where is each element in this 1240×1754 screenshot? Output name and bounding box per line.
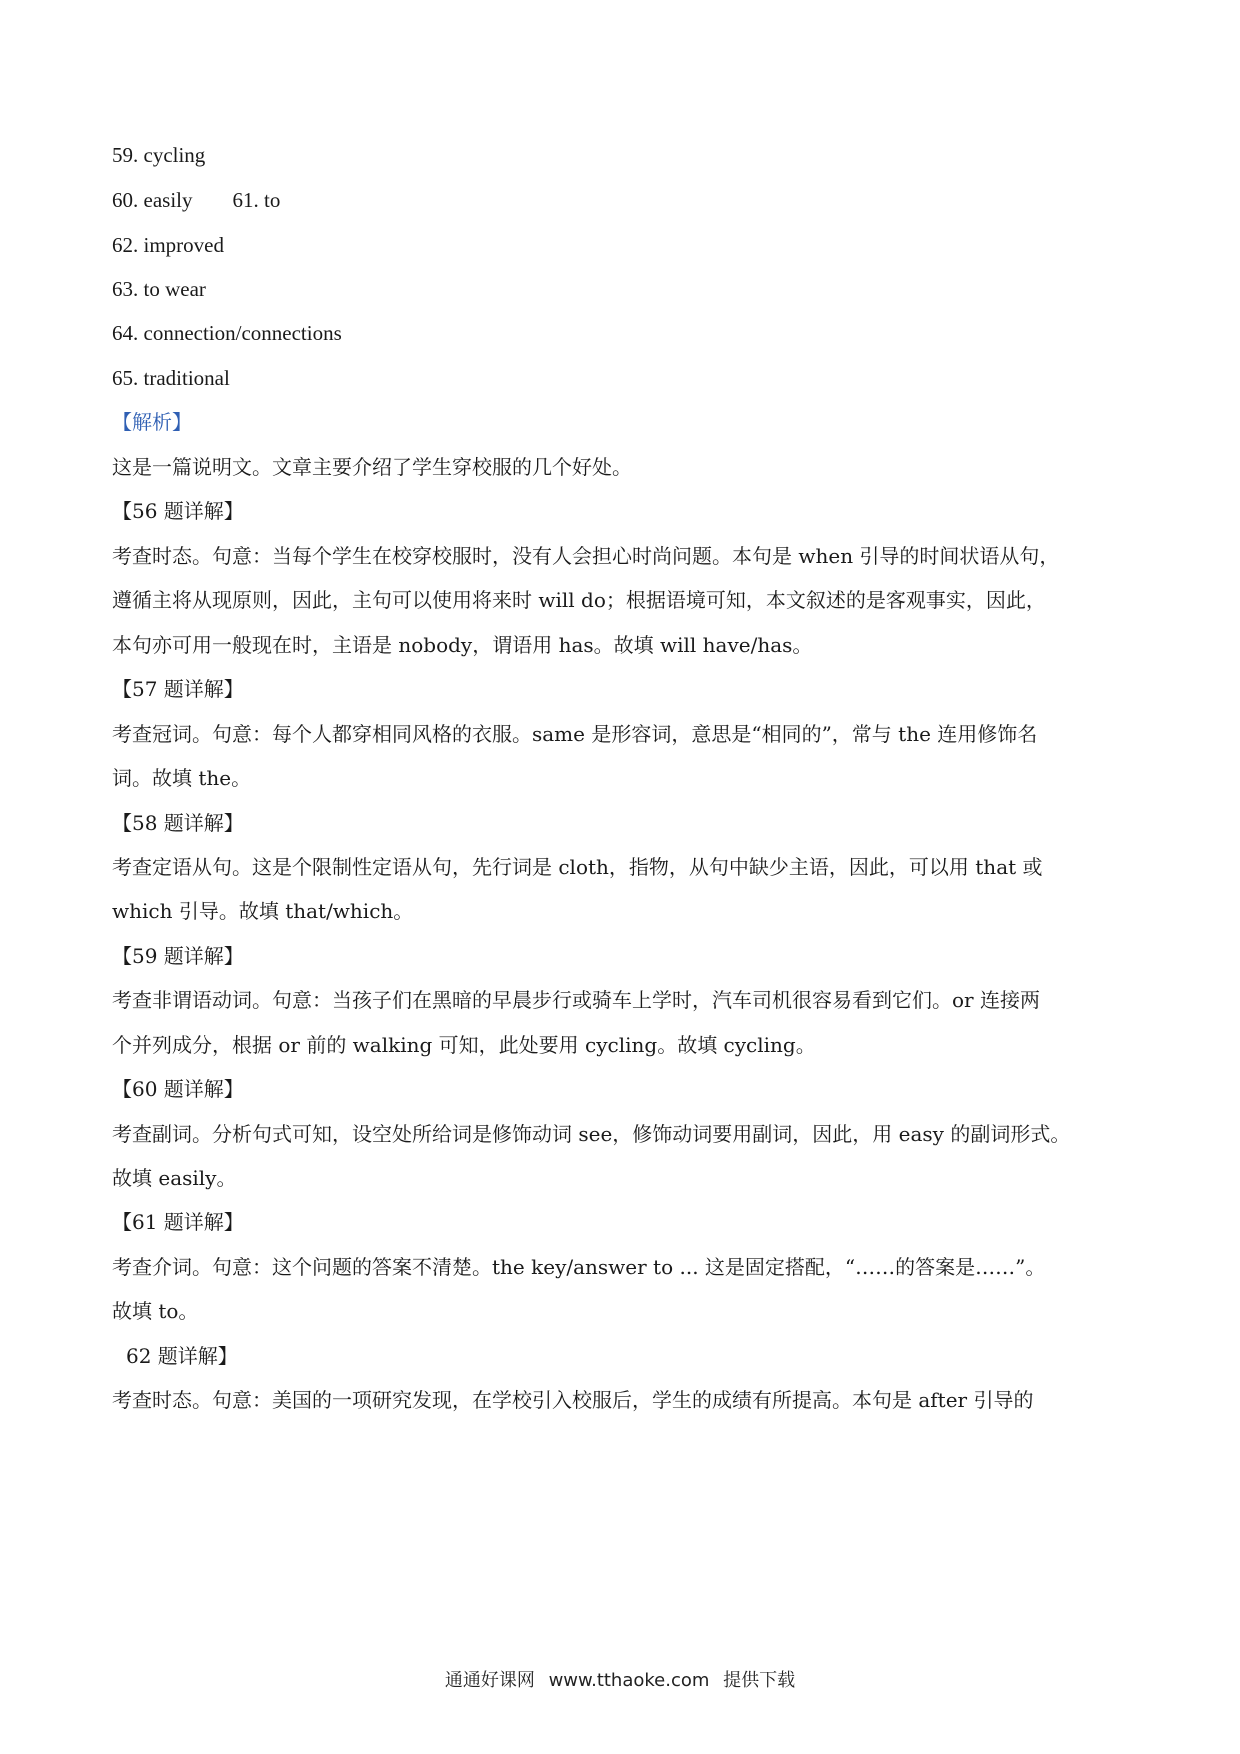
q60-title: 【60 题详解】	[112, 1077, 244, 1101]
q58-line: 考查定语从句。这是个限制性定语从句，先行词是 cloth，指物，从句中缺少主语，因此，可以用 that 或	[112, 855, 1043, 879]
q59-line: 个并列成分，根据 or 前的 walking 可知，此处要用 cycling。故填 cycling。	[112, 1033, 816, 1057]
footer-site-name: 通通好课网	[444, 1670, 535, 1691]
answer-row-60-61	[112, 187, 1132, 213]
answer-59: 59. cycling	[112, 143, 206, 167]
q57-title: 【57 题详解】	[112, 677, 244, 701]
q62-title: 62 题详解】	[126, 1344, 238, 1368]
q57-line: 考查冠词。句意：每个人都穿相同风格的衣服。same 是形容词，意思是“相同的”，常与 the 连用修饰名	[112, 722, 1038, 746]
q59-line: 考查非谓语动词。句意：当孩子们在黑暗的早晨步行或骑车上学时，汽车司机很容易看到它们。or 连接两	[112, 988, 1040, 1012]
analysis-heading: 【解析】	[112, 410, 192, 434]
q56-title: 【56 题详解】	[112, 499, 244, 523]
q61-line: 考查介词。句意：这个问题的答案不清楚。the key/answer to ... 这是固定搭配，“……的答案是……”。	[112, 1255, 1046, 1279]
answer-64: 64. connection/connections	[112, 321, 342, 345]
q56-line: 遵循主将从现原则，因此，主句可以使用将来时 will do；根据语境可知，本文叙述的是客观事实，因此，	[112, 588, 1046, 612]
q62-line: 考查时态。句意：美国的一项研究发现，在学校引入校服后，学生的成绩有所提高。本句是 after 引导的	[112, 1388, 1034, 1412]
q58-title: 【58 题详解】	[112, 811, 244, 835]
answer-61: 61. to	[232, 188, 281, 212]
q60-line: 故填 easily。	[112, 1166, 237, 1190]
answer-62: 62. improved	[112, 233, 224, 257]
q56-line: 考查时态。句意：当每个学生在校穿校服时，没有人会担心时尚问题。本句是 when 引导的时间状语从句，	[112, 544, 1060, 568]
answer-63: 63. to wear	[112, 277, 206, 301]
footer-action: 提供下载	[723, 1670, 796, 1691]
q61-line: 故填 to。	[112, 1299, 199, 1323]
q58-line: which 引导。故填 that/which。	[112, 899, 414, 923]
analysis-summary: 这是一篇说明文。文章主要介绍了学生穿校服的几个好处。	[112, 455, 632, 479]
q61-title: 【61 题详解】	[112, 1210, 244, 1234]
q59-title: 【59 题详解】	[112, 944, 244, 968]
page-footer	[0, 1666, 1240, 1692]
answer-60: 60. easily	[112, 188, 193, 212]
q57-line: 词。故填 the。	[112, 766, 252, 790]
answer-65: 65. traditional	[112, 366, 230, 390]
q60-line: 考查副词。分析句式可知，设空处所给词是修饰动词 see，修饰动词要用副词，因此，用 easy 的副词形式。	[112, 1122, 1071, 1146]
footer-url[interactable]: www.tthaoke.com	[548, 1670, 710, 1691]
q56-line: 本句亦可用一般现在时，主语是 nobody，谓语用 has。故填 will have/has。	[112, 633, 813, 657]
